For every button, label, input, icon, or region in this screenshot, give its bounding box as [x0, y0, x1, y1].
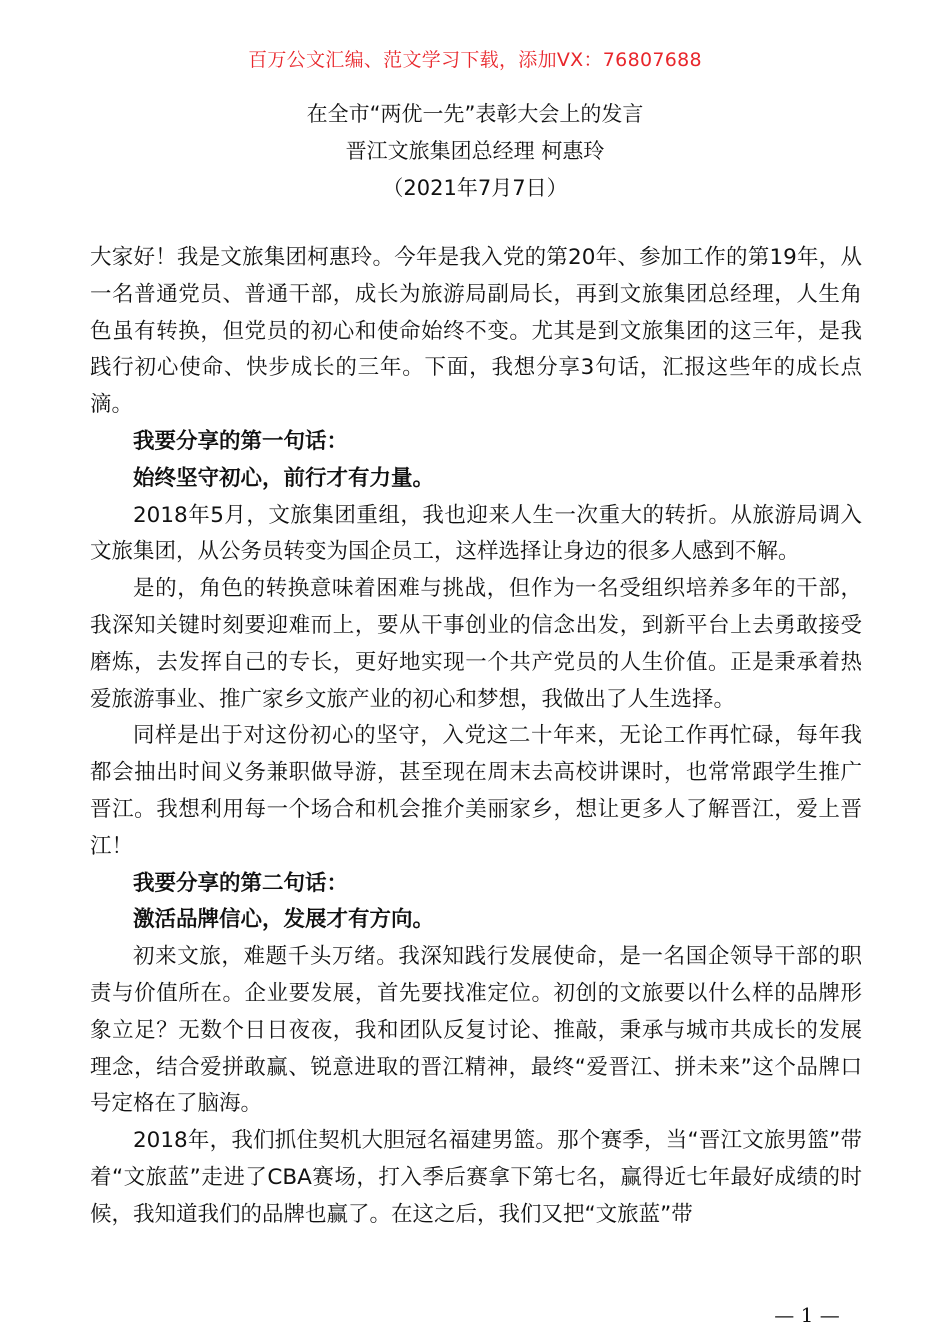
paragraph: 是的，角色的转换意味着困难与挑战，但作为一名受组织培养多年的干部，我深知关键时刻要迎难而上，要从干事创业的信念出发，到新平台上去勇敢接受磨炼，去发挥自己的专长，更好地实现一个共产党员的人生价值。正是秉承着热爱旅游事业、推广家乡文旅产业的初心和梦想，我做出了人生选择。 [90, 576, 862, 712]
section-heading: 我要分享的第二句话： [133, 870, 349, 896]
paragraph: 初来文旅，难题千头万绪。我深知践行发展使命，是一名国企领导干部的职责与价值所在。企业要发展，首先要找准定位。初创的文旅要以什么样的品牌形象立足？无数个日日夜夜，我和团队反复讨论、推敲，秉承与城市共成长的发展理念，结合爱拼敢赢、锐意进取的晋江精神，最终“爱晋江、拼未来”这个品牌口号定格在了脑海。 [90, 944, 862, 1117]
section-subheading: 激活品牌信心，发展才有方向。 [133, 907, 435, 933]
paragraph: 2018年，我们抓住契机大胆冠名福建男篮。那个赛季，当“晋江文旅男篮”带着“文旅蓝”走进了CBA赛场，打入季后赛拿下第七名，赢得近七年最好成绩的时候，我知道我们的品牌也赢了。在这之后，我们又把“文旅蓝”带 [90, 1128, 862, 1227]
title-block [0, 96, 950, 207]
paragraph: 同样是出于对这份初心的坚守，入党这二十年来，无论工作再忙碌，每年我都会抽出时间义务兼职做导游，甚至现在周末去高校讲课时，也常常跟学生推广晋江。我想利用每一个场合和机会推介美丽家乡，想让更多人了解晋江，爱上晋江！ [90, 723, 862, 859]
page-number: — 1 — [774, 1303, 840, 1327]
speaker-line: 晋江文旅集团总经理 柯惠玲 [345, 139, 605, 163]
date-line: （2021年7月7日） [382, 176, 568, 200]
document-body [90, 240, 862, 1234]
section-heading: 我要分享的第一句话： [133, 428, 349, 454]
watermark-banner: 百万公文汇编、范文学习下载，添加VX：76807688 [248, 49, 702, 71]
section-subheading: 始终坚守初心，前行才有力量。 [133, 465, 435, 491]
paragraph: 大家好！我是文旅集团柯惠玲。今年是我入党的第20年、参加工作的第19年，从一名普通党员、普通干部，成长为旅游局副局长，再到文旅集团总经理，人生角色虽有转换，但党员的初心和使命始终不变。尤其是到文旅集团的这三年，是我践行初心使命、快步成长的三年。下面，我想分享3句话，汇报这些年的成长点滴。 [90, 245, 862, 418]
paragraph: 2018年5月，文旅集团重组，我也迎来人生一次重大的转折。从旅游局调入文旅集团，从公务员转变为国企员工，这样选择让身边的很多人感到不解。 [90, 502, 862, 565]
document-title: 在全市“两优一先”表彰大会上的发言 [306, 102, 644, 126]
